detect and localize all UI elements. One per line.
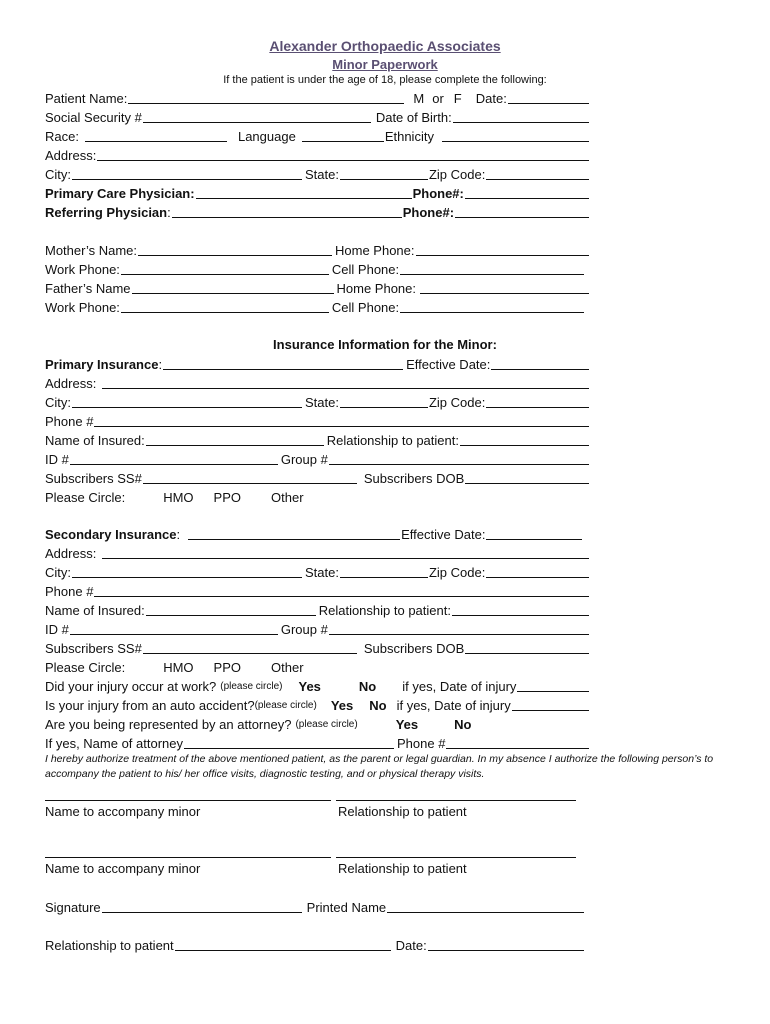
referring-phone-field[interactable] bbox=[455, 216, 589, 218]
referring-phone-label: Phone#: bbox=[402, 205, 455, 220]
ethnicity-label: Ethnicity bbox=[384, 129, 434, 144]
primary-city-label: City: bbox=[45, 395, 71, 410]
printed-name-field[interactable] bbox=[387, 911, 584, 913]
primary-id-field[interactable] bbox=[70, 463, 278, 465]
primary-subscriber-dob-label: Subscribers DOB bbox=[363, 471, 465, 486]
secondary-address-row bbox=[45, 543, 590, 561]
primary-id-row bbox=[45, 449, 590, 467]
signature-date-field[interactable] bbox=[428, 949, 584, 951]
work-injury-row bbox=[45, 676, 590, 694]
secondary-phone-label: Phone # bbox=[45, 584, 94, 599]
city-row bbox=[45, 164, 590, 182]
form-title: Minor Paperwork bbox=[332, 57, 438, 72]
signature-row bbox=[45, 897, 590, 915]
patient-name-field[interactable] bbox=[128, 102, 404, 104]
auto-accident-yes-option[interactable]: Yes bbox=[330, 698, 354, 713]
pcp-label: Primary Care Physician: bbox=[45, 186, 195, 201]
accompany-name-2-line[interactable] bbox=[45, 856, 331, 858]
work-injury-date-field[interactable] bbox=[517, 690, 589, 692]
primary-relationship-field[interactable] bbox=[460, 444, 589, 446]
ssn-row bbox=[45, 107, 590, 125]
secondary-group-field[interactable] bbox=[329, 633, 589, 635]
primary-group-label: Group # bbox=[280, 452, 328, 467]
secondary-relationship-field[interactable] bbox=[452, 614, 589, 616]
work-injury-circle-hint: (please circle) bbox=[220, 681, 283, 692]
primary-relationship-label: Relationship to patient: bbox=[326, 433, 459, 448]
secondary-phone-row bbox=[45, 581, 590, 599]
referring-label: Referring Physician bbox=[45, 205, 168, 220]
patient-date-field[interactable] bbox=[508, 102, 589, 104]
father-cell-phone-label: Cell Phone: bbox=[331, 300, 400, 315]
mother-home-phone-field[interactable] bbox=[416, 254, 590, 256]
father-home-phone-field[interactable] bbox=[420, 292, 589, 294]
primary-other-option[interactable]: Other bbox=[271, 490, 304, 505]
mother-cell-phone-field[interactable] bbox=[400, 273, 584, 275]
father-work-row bbox=[45, 297, 590, 315]
city-field[interactable] bbox=[72, 178, 302, 180]
primary-insured-row bbox=[45, 430, 590, 448]
sex-f-option[interactable]: F bbox=[453, 91, 462, 106]
work-injury-no-option[interactable]: No bbox=[358, 679, 377, 694]
work-injury-question: Did your injury occur at work? bbox=[45, 679, 217, 694]
father-work-phone-label: Work Phone: bbox=[45, 300, 120, 315]
primary-ppo-option[interactable]: PPO bbox=[213, 490, 242, 505]
secondary-effective-label: Effective Date: bbox=[401, 527, 486, 542]
pcp-row bbox=[45, 183, 590, 201]
primary-phone-row bbox=[45, 411, 590, 429]
primary-address-row bbox=[45, 373, 590, 391]
mother-name-label: Mother’s Name: bbox=[45, 243, 137, 258]
state-label: State: bbox=[305, 167, 339, 182]
dob-field[interactable] bbox=[453, 121, 589, 123]
signer-relationship-label: Relationship to patient bbox=[45, 938, 174, 953]
secondary-id-row bbox=[45, 619, 590, 637]
patient-name-label: Patient Name: bbox=[45, 91, 128, 106]
secondary-circle-label: Please Circle: bbox=[45, 660, 126, 675]
father-cell-phone-field[interactable] bbox=[400, 311, 584, 313]
secondary-insured-row bbox=[45, 600, 590, 618]
secondary-city-label: City: bbox=[45, 565, 71, 580]
attorney-no-option[interactable]: No bbox=[454, 717, 472, 732]
signer-relationship-field[interactable] bbox=[175, 949, 391, 951]
race-field[interactable] bbox=[85, 140, 227, 142]
secondary-insured-label: Name of Insured: bbox=[45, 603, 145, 618]
secondary-relationship-label: Relationship to patient: bbox=[318, 603, 451, 618]
primary-group-field[interactable] bbox=[329, 463, 589, 465]
attorney-name-row bbox=[45, 733, 590, 751]
auto-accident-circle-hint: (please circle) bbox=[254, 700, 317, 711]
dob-label: Date of Birth: bbox=[375, 110, 452, 125]
state-field[interactable] bbox=[340, 178, 428, 180]
accompany-relationship-1-line[interactable] bbox=[336, 799, 576, 801]
secondary-ppo-option[interactable]: PPO bbox=[213, 660, 242, 675]
ssn-label: Social Security # bbox=[45, 110, 142, 125]
attorney-phone-field[interactable] bbox=[446, 747, 589, 749]
referring-colon: : bbox=[167, 205, 171, 220]
secondary-hmo-option[interactable]: HMO bbox=[163, 660, 194, 675]
auto-accident-no-option[interactable]: No bbox=[369, 698, 387, 713]
accompany-relationship-2-label: Relationship to patient bbox=[338, 861, 467, 876]
secondary-address-field[interactable] bbox=[102, 557, 589, 559]
primary-phone-field[interactable] bbox=[94, 425, 589, 427]
address-label: Address: bbox=[45, 148, 97, 163]
zip-field[interactable] bbox=[486, 178, 589, 180]
signature-label: Signature bbox=[45, 900, 101, 915]
primary-address-label: Address: bbox=[45, 376, 97, 391]
address-row bbox=[45, 145, 590, 163]
sex-or-label: or bbox=[432, 91, 444, 106]
mother-name-field[interactable] bbox=[138, 254, 332, 256]
practice-name: Alexander Orthopaedic Associates bbox=[269, 38, 501, 54]
zip-label: Zip Code: bbox=[428, 167, 486, 182]
auto-accident-date-field[interactable] bbox=[512, 709, 589, 711]
primary-city-field[interactable] bbox=[72, 406, 302, 408]
pcp-field[interactable] bbox=[196, 197, 412, 199]
primary-subscriber-dob-field[interactable] bbox=[465, 482, 589, 484]
mother-row bbox=[45, 240, 590, 258]
primary-city-row bbox=[45, 392, 590, 410]
pcp-phone-label: Phone#: bbox=[412, 186, 464, 201]
primary-insured-label: Name of Insured: bbox=[45, 433, 145, 448]
patient-name-row bbox=[45, 88, 590, 106]
auto-accident-date-label: if yes, Date of injury bbox=[396, 698, 511, 713]
secondary-subscriber-ss-field[interactable] bbox=[143, 652, 357, 654]
signature-field[interactable] bbox=[102, 911, 302, 913]
referring-field[interactable] bbox=[172, 216, 402, 218]
relationship-date-row bbox=[45, 935, 590, 953]
auto-accident-row bbox=[45, 695, 590, 713]
race-label: Race: bbox=[45, 129, 79, 144]
mother-cell-phone-label: Cell Phone: bbox=[331, 262, 400, 277]
father-work-phone-field[interactable] bbox=[121, 311, 329, 313]
primary-insured-field[interactable] bbox=[146, 444, 324, 446]
mother-home-phone-label: Home Phone: bbox=[335, 243, 415, 258]
work-injury-date-label: if yes, Date of injury bbox=[402, 679, 517, 694]
attorney-row bbox=[45, 714, 590, 732]
primary-circle-label: Please Circle: bbox=[45, 490, 126, 505]
patient-date-label: Date: bbox=[475, 91, 507, 106]
language-field[interactable] bbox=[302, 140, 384, 142]
accompany-relationship-1-label: Relationship to patient bbox=[338, 804, 467, 819]
secondary-subscriber-dob-label: Subscribers DOB bbox=[363, 641, 465, 656]
secondary-insurance-field[interactable] bbox=[188, 538, 400, 540]
attorney-name-label: If yes, Name of attorney bbox=[45, 736, 184, 751]
attorney-name-field[interactable] bbox=[184, 747, 394, 749]
father-row bbox=[45, 278, 590, 296]
mother-work-row bbox=[45, 259, 590, 277]
primary-insurance-label: Primary Insurance bbox=[45, 357, 159, 372]
primary-phone-label: Phone # bbox=[45, 414, 94, 429]
primary-insurance-row bbox=[45, 354, 590, 372]
sex-m-option[interactable]: M bbox=[413, 91, 425, 106]
insurance-section-title: Insurance Information for the Minor: bbox=[273, 337, 497, 352]
secondary-zip-label: Zip Code: bbox=[428, 565, 486, 580]
secondary-group-label: Group # bbox=[280, 622, 328, 637]
secondary-id-field[interactable] bbox=[70, 633, 278, 635]
ethnicity-field[interactable] bbox=[442, 140, 589, 142]
primary-effective-field[interactable] bbox=[491, 368, 589, 370]
secondary-zip-field[interactable] bbox=[486, 576, 589, 578]
secondary-address-label: Address: bbox=[45, 546, 97, 561]
primary-address-field[interactable] bbox=[102, 387, 589, 389]
primary-zip-field[interactable] bbox=[486, 406, 589, 408]
auto-accident-question: Is your injury from an auto accident? bbox=[45, 698, 255, 713]
work-injury-yes-option[interactable]: Yes bbox=[298, 679, 321, 694]
secondary-city-field[interactable] bbox=[72, 576, 302, 578]
primary-subscriber-row bbox=[45, 468, 590, 486]
attorney-phone-label: Phone # bbox=[397, 736, 446, 751]
language-label: Language bbox=[237, 129, 296, 144]
attorney-yes-option[interactable]: Yes bbox=[395, 717, 419, 732]
mother-work-phone-label: Work Phone: bbox=[45, 262, 120, 277]
primary-plan-row bbox=[45, 487, 590, 505]
secondary-insurance-colon: : bbox=[176, 527, 181, 542]
primary-state-field[interactable] bbox=[340, 406, 428, 408]
accompany-name-1-label: Name to accompany minor bbox=[45, 804, 201, 819]
attorney-circle-hint: (please circle) bbox=[295, 719, 358, 730]
signature-date-label: Date: bbox=[395, 938, 427, 953]
secondary-state-label: State: bbox=[305, 565, 339, 580]
secondary-id-label: ID # bbox=[45, 622, 69, 637]
secondary-plan-row bbox=[45, 657, 590, 675]
secondary-phone-field[interactable] bbox=[94, 595, 589, 597]
primary-id-label: ID # bbox=[45, 452, 69, 467]
secondary-insurance-label: Secondary Insurance bbox=[45, 527, 177, 542]
ssn-field[interactable] bbox=[143, 121, 371, 123]
secondary-state-field[interactable] bbox=[340, 576, 428, 578]
secondary-subscriber-ss-label: Subscribers SS# bbox=[45, 641, 142, 656]
secondary-subscriber-dob-field[interactable] bbox=[465, 652, 589, 654]
primary-hmo-option[interactable]: HMO bbox=[163, 490, 194, 505]
primary-state-label: State: bbox=[305, 395, 339, 410]
secondary-insured-field[interactable] bbox=[146, 614, 316, 616]
intro-text: If the patient is under the age of 18, please complete the following: bbox=[223, 74, 547, 86]
race-row bbox=[45, 126, 590, 144]
accompany-relationship-2-line[interactable] bbox=[336, 856, 576, 858]
primary-insurance-colon: : bbox=[158, 357, 163, 372]
primary-effective-label: Effective Date: bbox=[406, 357, 491, 372]
address-field[interactable] bbox=[97, 159, 589, 161]
referring-row bbox=[45, 202, 590, 220]
primary-subscriber-ss-field[interactable] bbox=[143, 482, 357, 484]
father-home-phone-label: Home Phone: bbox=[336, 281, 416, 296]
secondary-city-row bbox=[45, 562, 590, 580]
pcp-phone-field[interactable] bbox=[465, 197, 589, 199]
primary-zip-label: Zip Code: bbox=[428, 395, 486, 410]
attorney-question: Are you being represented by an attorney? bbox=[45, 717, 292, 732]
secondary-insurance-row bbox=[45, 524, 590, 542]
secondary-effective-field[interactable] bbox=[486, 538, 582, 540]
mother-work-phone-field[interactable] bbox=[121, 273, 329, 275]
primary-insurance-field[interactable] bbox=[163, 368, 403, 370]
secondary-other-option[interactable]: Other bbox=[271, 660, 304, 675]
accompany-name-1-line[interactable] bbox=[45, 799, 331, 801]
city-label: City: bbox=[45, 167, 71, 182]
primary-subscriber-ss-label: Subscribers SS# bbox=[45, 471, 142, 486]
father-name-field[interactable] bbox=[132, 292, 334, 294]
secondary-subscriber-row bbox=[45, 638, 590, 656]
printed-name-label: Printed Name bbox=[306, 900, 387, 915]
father-name-label: Father’s Name bbox=[45, 281, 131, 296]
consent-statement: I hereby authorize treatment of the above mentioned patient, as the parent or legal guardian. In my absence I authorize the following person’s to accompany the patient to his/ her office visits, diagnostic testing, and or physical therapy visits. bbox=[45, 753, 714, 780]
accompany-name-2-label: Name to accompany minor bbox=[45, 861, 201, 876]
